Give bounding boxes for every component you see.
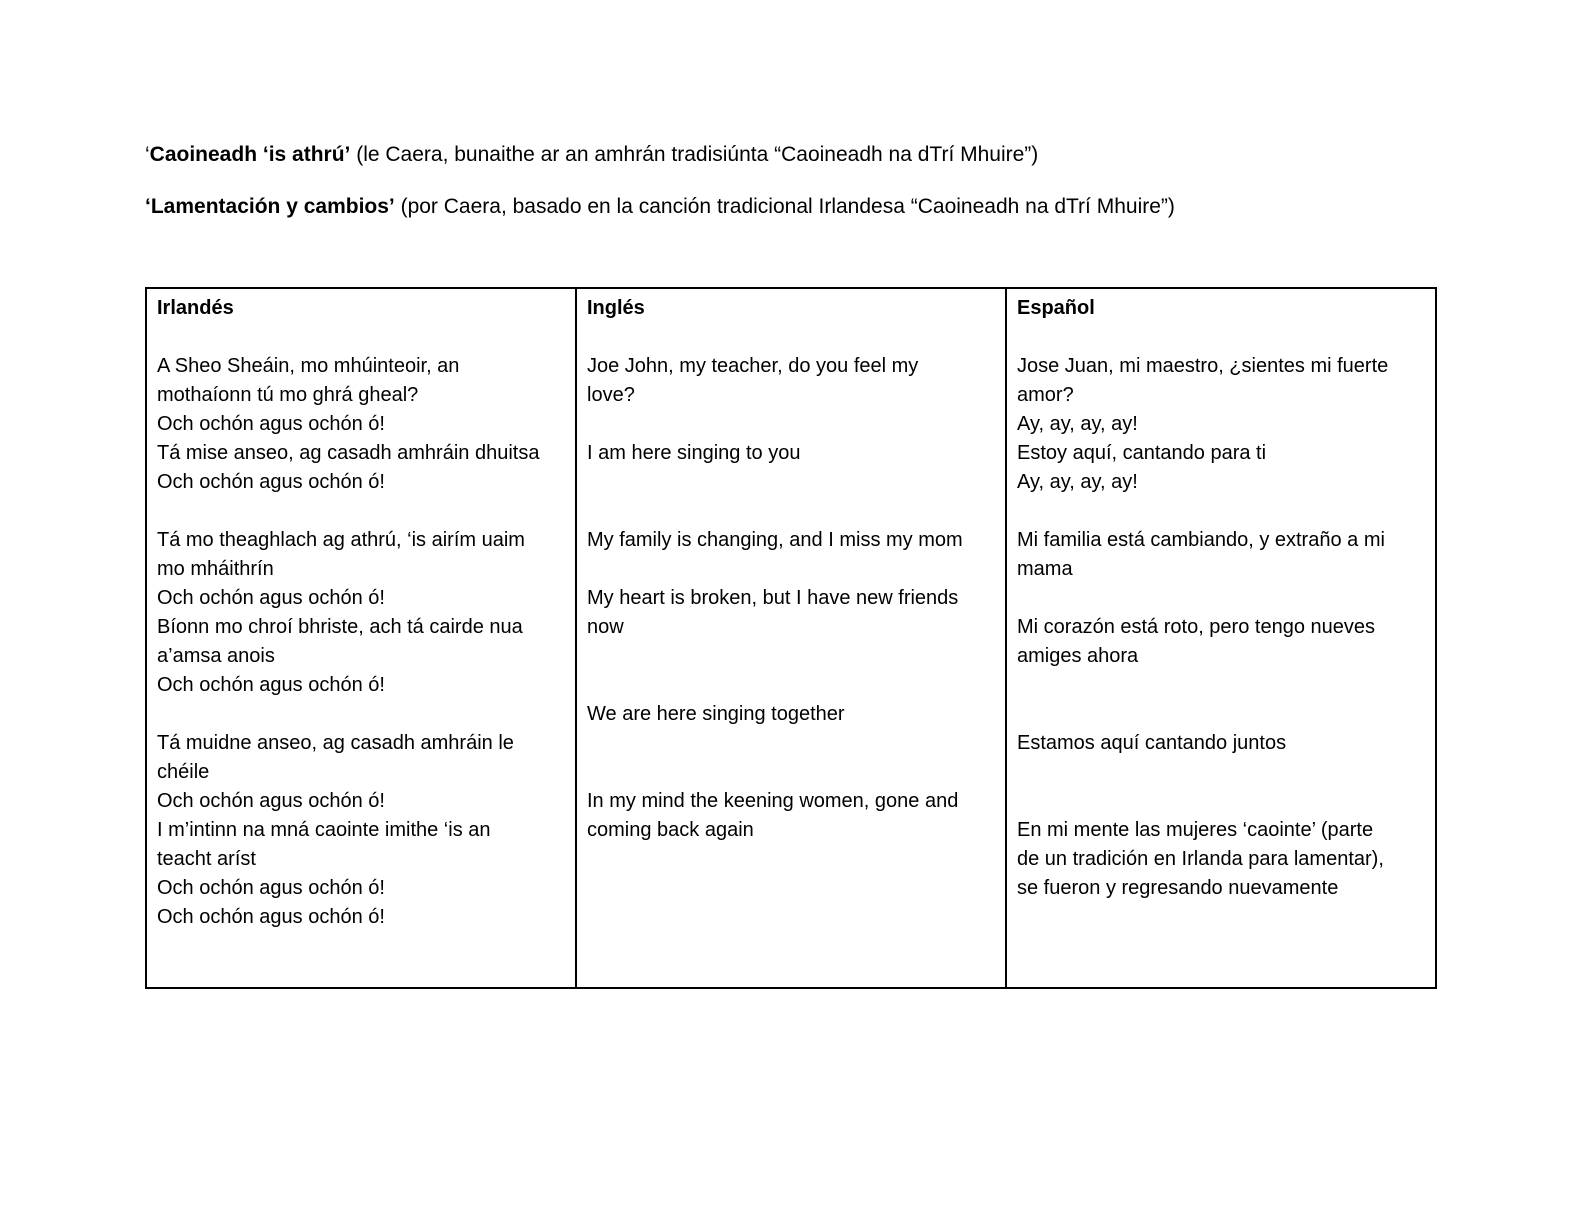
lyric-line: Ay, ay, ay, ay! [1017,471,1138,493]
lyric-line: Och ochón agus ochón ó! [157,587,385,609]
lyric-line: In my mind the keening women, gone and [587,790,959,812]
lyric-line: Joe John, my teacher, do you feel my [587,355,919,377]
lyric-line [157,497,565,526]
lyric-line: Mi corazón está roto, pero tengo nueves [1017,616,1375,638]
title-irish-open-quote: ‘ [145,143,150,166]
lyric-line: My family is changing, and I miss my mom [587,529,963,551]
lyrics-table [145,287,1437,989]
lyric-line [1017,758,1425,787]
column-header-english: Inglés [587,297,645,319]
lyric-line: love? [587,384,635,406]
lyric-line: Och ochón agus ochón ó! [157,413,385,435]
lyric-line: Jose Juan, mi maestro, ¿sientes mi fuerte [1017,355,1389,377]
lyric-line: mama [1017,558,1073,580]
title-spanish [145,192,1175,222]
lyric-line [587,729,995,758]
column-english [577,289,1007,987]
lyric-line: Mi familia está cambiando, y extraño a mi [1017,529,1385,551]
lyric-line: We are here singing together [587,703,845,725]
lyric-line: a’amsa anois [157,645,275,667]
lyric-line [1017,700,1425,729]
lyric-line: mothaíonn tú mo ghrá gheal? [157,384,419,406]
lyric-line: A Sheo Sheáin, mo mhúinteoir, an [157,355,460,377]
column-spanish [1007,289,1435,987]
title-irish [145,140,1038,170]
lyric-line [587,555,995,584]
lyric-line: amiges ahora [1017,645,1139,667]
lyric-line: Bíonn mo chroí bhriste, ach tá cairde nua [157,616,523,638]
lyric-line: Estoy aquí, cantando para ti [1017,442,1267,464]
lyric-line [157,700,565,729]
lyric-line: Ay, ay, ay, ay! [1017,413,1138,435]
lyric-line: Tá muidne anseo, ag casadh amhráin le [157,732,514,754]
lyrics-english [587,352,995,845]
lyric-line: coming back again [587,819,754,841]
lyric-line [1017,497,1425,526]
column-header-spanish: Español [1017,297,1095,319]
lyric-line: Och ochón agus ochón ó! [157,877,385,899]
lyric-line: Och ochón agus ochón ó! [157,674,385,696]
lyric-line: Estamos aquí cantando juntos [1017,732,1287,754]
lyric-line: Och ochón agus ochón ó! [157,906,385,928]
lyric-line: En mi mente las mujeres ‘caointe’ (parte [1017,819,1374,841]
column-irish [147,289,577,987]
column-header-irish: Irlandés [157,297,234,319]
lyric-line: se fueron y regresando nuevamente [1017,877,1339,899]
lyric-line [1017,584,1425,613]
title-spanish-attribution: (por Caera, basado en la canción tradicional Irlandesa “Caoineadh na dTrí Mhuire”) [394,195,1175,218]
lyric-line: de un tradición en Irlanda para lamentar), [1017,848,1384,870]
lyric-line: Tá mo theaghlach ag athrú, ‘is airím uaim [157,529,525,551]
lyric-line [1017,787,1425,816]
lyric-line [587,468,995,497]
lyric-line [587,758,995,787]
lyric-line [587,410,995,439]
lyrics-irish [157,352,565,932]
lyrics-spanish [1017,352,1425,903]
lyric-line [1017,671,1425,700]
title-irish-song-name: Caoineadh ‘is athrú’ [149,143,351,166]
lyric-line: now [587,616,624,638]
lyric-line [587,642,995,671]
lyric-line: chéile [157,761,210,783]
lyric-line: Och ochón agus ochón ó! [157,471,385,493]
lyric-line: mo mháithrín [157,558,274,580]
lyric-line: My heart is broken, but I have new friends [587,587,959,609]
lyric-line: teacht aríst [157,848,256,870]
lyric-line: I am here singing to you [587,442,801,464]
lyric-line: Och ochón agus ochón ó! [157,790,385,812]
lyric-line [587,497,995,526]
lyric-line: amor? [1017,384,1074,406]
title-spanish-song-name: ‘Lamentación y cambios’ [145,195,395,218]
lyric-line [587,671,995,700]
lyric-line: I m’intinn na mná caointe imithe ‘is an [157,819,491,841]
lyric-line: Tá mise anseo, ag casadh amhráin dhuitsa [157,442,540,464]
title-irish-attribution: (le Caera, bunaithe ar an amhrán tradisiúnta “Caoineadh na dTrí Mhuire”) [350,143,1039,166]
